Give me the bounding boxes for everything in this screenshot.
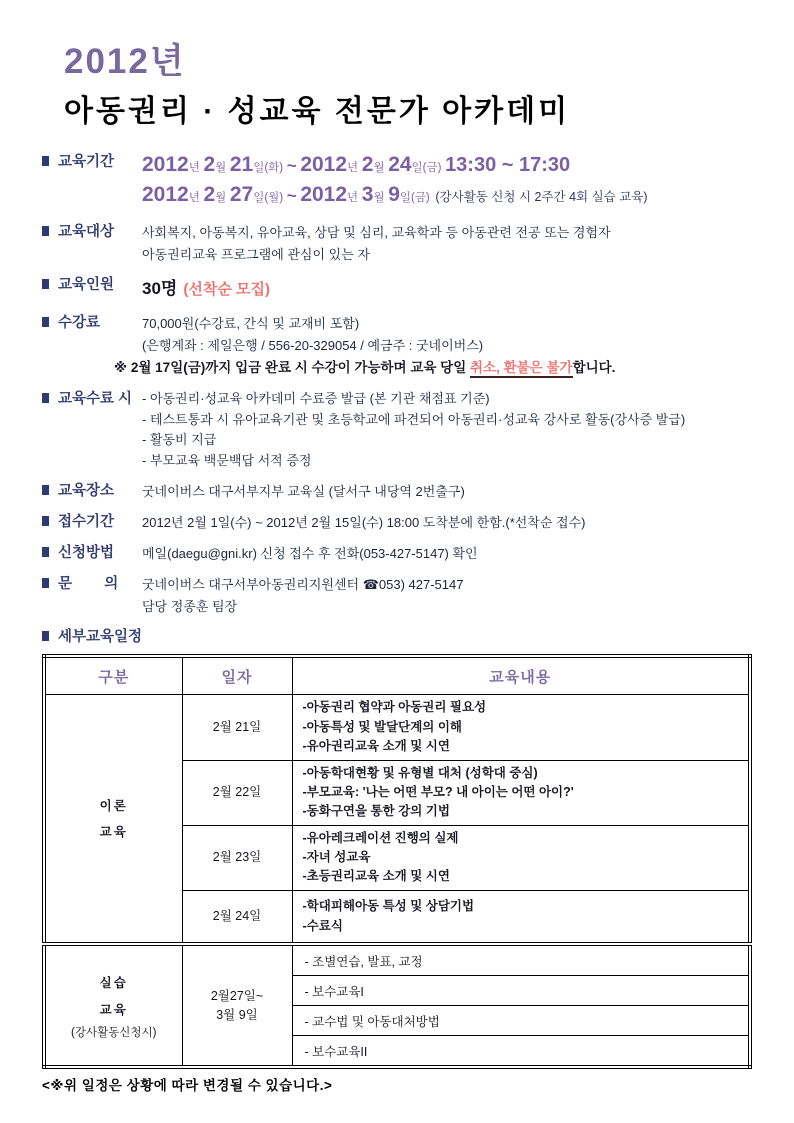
date-cell: 2월 21일 bbox=[182, 695, 292, 760]
date-unit: 월 bbox=[215, 162, 227, 174]
table-header-row bbox=[44, 656, 750, 695]
theory-category-cell bbox=[44, 695, 182, 944]
category-text: 교육 bbox=[99, 824, 128, 839]
section-fee bbox=[42, 313, 752, 380]
fee-content bbox=[114, 313, 752, 380]
schedule-table bbox=[42, 654, 752, 1069]
fee-notice-suffix: 합니다. bbox=[572, 359, 616, 375]
section-label-text: 세부교육일정 bbox=[58, 629, 143, 646]
content-item: -초등권리교육 소개 및 시연 bbox=[302, 869, 450, 884]
section-label bbox=[42, 627, 142, 648]
completion-item: - 활동비 지급 bbox=[142, 432, 217, 448]
date-number: 21 bbox=[229, 153, 254, 176]
date-unit: 월 bbox=[373, 192, 385, 205]
section-label-text: 문 의 bbox=[58, 576, 119, 593]
content-cell bbox=[292, 695, 750, 760]
fee-notice-red: 취소, 환불은 불가 bbox=[470, 360, 573, 378]
content-item: -유아레크레이션 진행의 실제 bbox=[302, 830, 459, 845]
period-line-1 bbox=[142, 152, 752, 178]
contact-content bbox=[142, 574, 752, 618]
date-number: 2012 bbox=[300, 153, 348, 176]
date-text: 2월27일~ bbox=[210, 989, 264, 1003]
date-unit: 월 bbox=[215, 192, 227, 205]
content-item: -동화구연을 통한 강의 기법 bbox=[302, 804, 450, 819]
square-bullet-icon bbox=[42, 516, 49, 526]
square-bullet-icon bbox=[42, 226, 49, 236]
section-apply-period bbox=[42, 512, 752, 534]
date-unit: 일(금) bbox=[399, 192, 430, 205]
content-cell bbox=[292, 825, 750, 890]
column-header-content: 교육내용 bbox=[292, 656, 750, 695]
date-cell: 2월 23일 bbox=[182, 825, 292, 890]
period-content bbox=[142, 152, 752, 213]
section-audience bbox=[42, 222, 752, 266]
capacity-note: (선착순 모집) bbox=[183, 280, 270, 298]
table-row bbox=[44, 695, 750, 760]
date-cell: 2월 24일 bbox=[182, 890, 292, 944]
date-number: 2 bbox=[203, 153, 216, 176]
date-number: 2012 bbox=[300, 183, 348, 207]
year-title: 2012년 bbox=[64, 42, 186, 81]
completion-item: - 아동권리·성교육 아카데미 수료증 발급 (본 기관 채점표 기준) bbox=[142, 390, 490, 406]
section-label-text: 교육인원 bbox=[58, 276, 115, 293]
date-unit: 월 bbox=[373, 162, 385, 174]
section-label-text: 수강료 bbox=[58, 314, 101, 331]
date-number: 3 bbox=[361, 183, 374, 207]
apply-method-content bbox=[142, 543, 752, 565]
page-title: 아동권리 · 성교육 전문가 아카데미 bbox=[64, 95, 571, 128]
section-label bbox=[42, 574, 142, 595]
audience-line-2: 아동권리교육 프로그램에 관심이 있는 자 bbox=[142, 246, 370, 262]
apply-period-content bbox=[142, 512, 752, 534]
section-label bbox=[42, 313, 142, 334]
content-item: -부모교육: '나는 어떤 부모? 내 아이는 어떤 아이?' bbox=[302, 784, 574, 799]
section-capacity bbox=[42, 275, 752, 304]
section-apply-method bbox=[42, 543, 752, 565]
square-bullet-icon bbox=[42, 279, 49, 289]
date-number: 2012 bbox=[142, 153, 189, 176]
period-note: (강사활동 신청 시 2주간 4회 실습 교육) bbox=[435, 190, 648, 205]
capacity-count: 30명 bbox=[142, 278, 178, 298]
content-cell: - 보수교육II bbox=[292, 1036, 750, 1068]
date-number: 2 bbox=[361, 153, 374, 176]
fee-line-1: 70,000원(수강료, 간식 및 교재비 포함) bbox=[142, 315, 360, 331]
audience-line-1: 사회복지, 아동복지, 유아교육, 상담 및 심리, 교육학과 등 아동관련 전공 또는 경험자 bbox=[142, 224, 611, 240]
capacity-content bbox=[142, 275, 752, 304]
section-label bbox=[42, 275, 142, 296]
content-item: -유아권리교육 소개 및 시연 bbox=[302, 739, 450, 754]
section-period bbox=[42, 152, 752, 213]
date-unit: 일(금) bbox=[411, 162, 442, 174]
section-label-text: 교육기간 bbox=[58, 154, 115, 170]
category-text: 교육 bbox=[99, 1002, 128, 1017]
square-bullet-icon bbox=[42, 547, 49, 557]
date-number: 24 bbox=[388, 153, 412, 176]
completion-item: - 테스트통과 시 유아교육기관 및 초등학교에 파견되어 아동권리·성교육 강사로 활동(강사증 발급) bbox=[142, 411, 686, 427]
fee-notice bbox=[114, 357, 752, 380]
period-line-2 bbox=[142, 182, 752, 208]
square-bullet-icon bbox=[42, 631, 49, 641]
content-item: -아동권리 협약과 아동권리 필요성 bbox=[302, 700, 487, 715]
content-item: -아동특성 및 발달단계의 이해 bbox=[302, 719, 462, 734]
content-cell bbox=[292, 890, 750, 944]
apply-method-text: 메일(daegu@gni.kr) 신청 접수 후 전화(053-427-5147) 확인 bbox=[142, 546, 478, 562]
date-number: 2012 bbox=[142, 183, 189, 207]
section-label bbox=[42, 152, 142, 173]
column-header-category: 구분 bbox=[44, 656, 182, 695]
section-label-text: 교육장소 bbox=[58, 482, 115, 499]
date-text: 3월 9일 bbox=[216, 1007, 258, 1022]
date-number: 9 bbox=[388, 183, 400, 207]
apply-period-text: 2012년 2월 1일(수) ~ 2012년 2월 15일(수) 18:00 도착분에 한함.(*선착순 접수) bbox=[142, 514, 586, 530]
section-label bbox=[42, 481, 142, 502]
square-bullet-icon bbox=[42, 156, 49, 166]
content-cell: - 교수법 및 아동대처방법 bbox=[292, 1006, 750, 1036]
section-label bbox=[42, 512, 142, 533]
audience-content bbox=[142, 222, 752, 266]
category-text: 이론 bbox=[99, 798, 128, 813]
fee-notice-prefix: ※ 2월 17일(금)까지 입금 완료 시 수강이 가능하며 교육 당일 bbox=[114, 359, 471, 375]
section-label bbox=[42, 222, 142, 243]
section-label bbox=[42, 543, 142, 564]
practice-category-cell bbox=[44, 944, 182, 1067]
table-row bbox=[44, 944, 750, 976]
section-label-text: 신청방법 bbox=[58, 545, 115, 562]
date-unit: 년 bbox=[188, 162, 200, 174]
section-schedule-heading bbox=[42, 627, 752, 648]
content-cell bbox=[292, 760, 750, 825]
category-note: (강사활동신청시) bbox=[71, 1026, 157, 1039]
tilde-separator: ~ bbox=[286, 186, 297, 206]
fee-line-2: (은행계좌 : 제일은행 / 556-20-329054 / 예금주 : 굿네이버스) bbox=[142, 337, 484, 353]
date-unit: 년 bbox=[188, 192, 200, 205]
section-label-text: 접수기간 bbox=[58, 513, 115, 530]
section-label bbox=[42, 389, 142, 410]
content-item: -자녀 성교육 bbox=[302, 850, 371, 864]
practice-date-cell bbox=[182, 944, 292, 1067]
contact-line-1: 굿네이버스 대구서부아동권리지원센터 ☎053) 427-5147 bbox=[142, 577, 464, 593]
section-label-text: 교육수료 시 bbox=[58, 390, 133, 407]
content-cell: - 조별연습, 발표, 교정 bbox=[292, 944, 750, 976]
date-unit: 년 bbox=[347, 192, 359, 205]
footer-note: <※위 일정은 상황에 따라 변경될 수 있습니다.> bbox=[42, 1078, 333, 1094]
content-item: -아동학대현황 및 유형별 대처 (성학대 중심) bbox=[302, 765, 538, 780]
square-bullet-icon bbox=[42, 393, 49, 403]
date-unit: 일(월) bbox=[253, 192, 284, 205]
section-contact bbox=[42, 574, 752, 618]
venue-text: 굿네이버스 대구서부지부 교육실 (달서구 내당역 2번출구) bbox=[142, 483, 465, 499]
tilde-separator: ~ bbox=[286, 156, 297, 175]
section-label-text: 교육대상 bbox=[58, 223, 115, 240]
square-bullet-icon bbox=[42, 578, 49, 588]
content-item: -수료식 bbox=[302, 918, 343, 933]
completion-item: - 부모교육 백문백답 서적 증정 bbox=[142, 453, 312, 469]
category-text: 실습 bbox=[99, 976, 128, 991]
time-range: 13:30 ~ 17:30 bbox=[445, 154, 571, 176]
date-number: 27 bbox=[229, 183, 254, 207]
square-bullet-icon bbox=[42, 485, 49, 495]
completion-content bbox=[142, 389, 752, 472]
section-completion bbox=[42, 389, 752, 472]
square-bullet-icon bbox=[42, 317, 49, 327]
content-cell: - 보수교육I bbox=[292, 976, 750, 1006]
venue-content bbox=[142, 481, 752, 503]
date-cell: 2월 22일 bbox=[182, 760, 292, 825]
date-unit: 일(화) bbox=[253, 162, 284, 174]
column-header-date: 일자 bbox=[182, 656, 292, 695]
content-item: -학대피해아동 특성 및 상담기법 bbox=[302, 899, 475, 914]
date-number: 2 bbox=[203, 183, 216, 207]
date-unit: 년 bbox=[347, 162, 359, 174]
section-venue bbox=[42, 481, 752, 503]
contact-line-2: 담당 정종훈 팀장 bbox=[142, 599, 238, 615]
